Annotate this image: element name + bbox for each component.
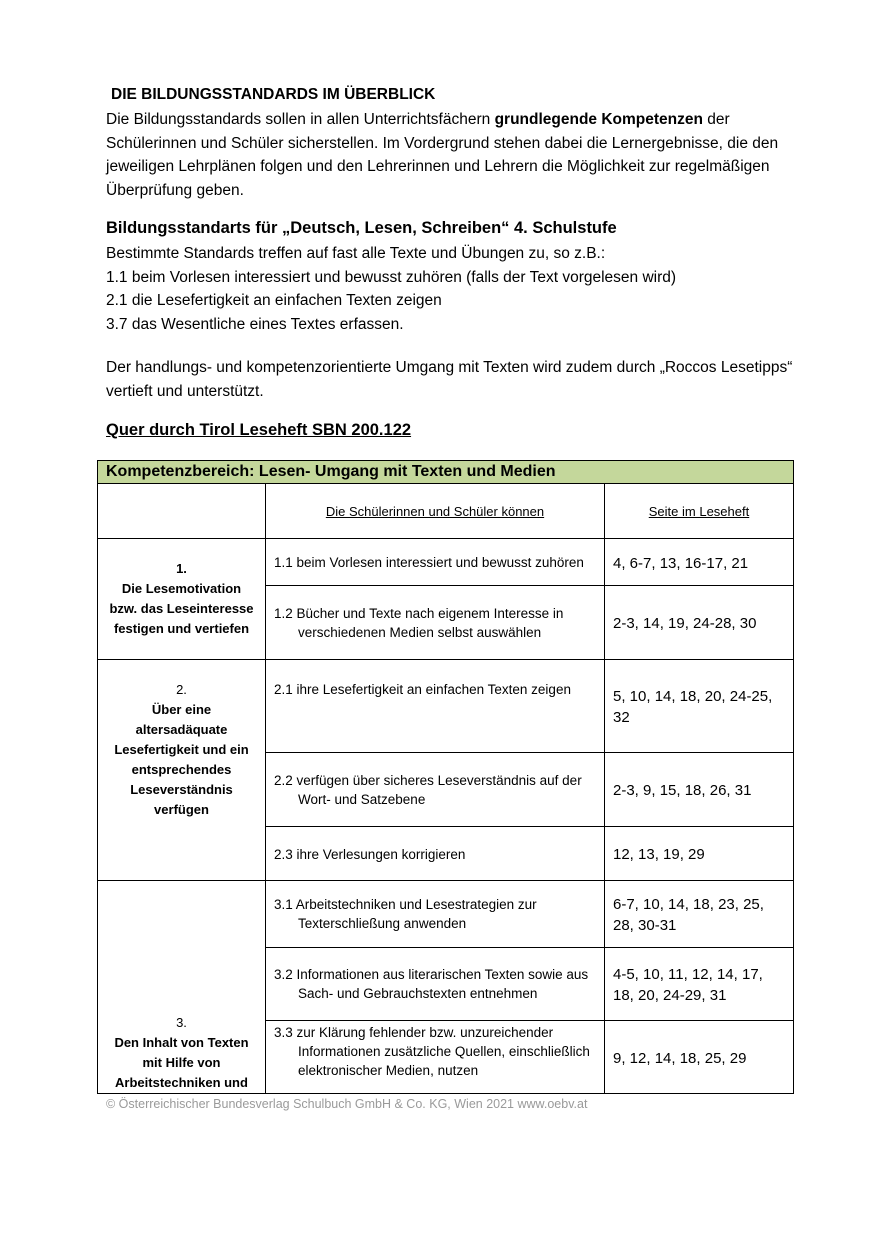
intro-text-2: der Schülerinnen und Schüler sicherstellen. Im Vordergrund stehen dabei die Lernergebnisse, die den jeweiligen Lehrplänen folgen und den Lehrerinnen und Lehrern die Möglichkeit zur regelmäßigen Überprüfung geben. — [106, 111, 779, 200]
table-row — [98, 539, 794, 586]
pages-cell: 4, 6-7, 13, 16-17, 21 — [605, 539, 794, 586]
skill-text: 2.3 ihre Verlesungen korrigieren — [274, 847, 466, 862]
pages-cell: 9, 12, 14, 18, 25, 29 — [605, 1021, 794, 1094]
standards-heading: Bildungsstandarts für „Deutsch, Lesen, Schreiben“ 4. Schulstufe — [106, 219, 617, 237]
lesetipps-paragraph: Der handlungs- und kompetenzorientierte Umgang mit Texten wird zudem durch „Roccos Lesetipps“ vertieft und unterstützt. — [106, 359, 793, 400]
skill-text: 3.1 Arbeitstechniken und Lesestrategien zur Texterschließung anwenden — [274, 897, 537, 931]
area-title: Den Inhalt von Texten mit Hilfe von Arbeitstechniken und — [114, 1035, 249, 1090]
area-title: Über eine altersadäquate Lesefertigkeit und ein entsprechendes Leseverständnis verfügen — [114, 702, 249, 817]
area-number: 1. — [176, 561, 187, 576]
skill-cell — [266, 948, 605, 1021]
intro-bold-text: grundlegende Kompetenzen — [494, 111, 703, 128]
pages-cell: 2-3, 14, 19, 24-28, 30 — [605, 586, 794, 660]
table-row — [98, 660, 794, 753]
skill-text: 2.2 verfügen über sicheres Leseverständnis auf der Wort- und Satzebene — [274, 772, 582, 807]
header-pages — [605, 484, 794, 539]
skill-cell — [266, 660, 605, 753]
pages-cell: 2-3, 9, 15, 18, 26, 31 — [605, 753, 794, 827]
skill-cell — [266, 881, 605, 948]
standard-item: 1.1 beim Vorlesen interessiert und bewusst zuhören (falls der Text vorgelesen wird) — [106, 268, 677, 286]
skill-cell — [266, 539, 605, 586]
skill-text: 1.1 beim Vorlesen interessiert und bewusst zuhören — [274, 554, 584, 570]
standard-item: 2.1 die Lesefertigkeit an einfachen Texten zeigen — [106, 292, 442, 309]
skill-cell — [266, 1021, 605, 1094]
standards-intro: Bestimmte Standards treffen auf fast alle Texte und Übungen zu, so z.B.: — [106, 245, 606, 262]
skill-cell — [266, 753, 605, 827]
page-heading-overview: DIE BILDUNGSSTANDARDS IM ÜBERBLICK — [111, 86, 436, 103]
skill-text: 3.3 zur Klärung fehlender bzw. unzureichender Informationen zusätzliche Quellen, einschließlich elektronischer Medien, nutzen — [274, 1025, 590, 1078]
standards-block — [106, 242, 806, 336]
area-title: Die Lesemotivation bzw. das Leseinteresse festigen und vertiefen — [109, 581, 254, 636]
copyright-footer: © Österreichischer Bundesverlag Schulbuch GmbH & Co. KG, Wien 2021 www.oebv.at — [106, 1097, 588, 1111]
area-cell-3 — [98, 881, 266, 1094]
table-header-row — [98, 484, 794, 539]
pages-cell: 6-7, 10, 14, 18, 23, 25, 28, 30-31 — [605, 881, 794, 948]
pages-cell: 4-5, 10, 11, 12, 14, 17, 18, 20, 24-29, 31 — [605, 948, 794, 1021]
header-skills-label: Die Schülerinnen und Schüler können — [325, 503, 545, 519]
area-number: 3. — [176, 1015, 187, 1030]
header-skills — [266, 484, 605, 539]
skill-cell — [266, 827, 605, 881]
table-title-row — [98, 461, 794, 484]
skill-cell — [266, 586, 605, 660]
table-title: Kompetenzbereich: Lesen- Umgang mit Texten und Medien — [98, 461, 794, 484]
area-cell-1 — [98, 539, 266, 660]
pages-cell: 12, 13, 19, 29 — [605, 827, 794, 881]
skill-text: 2.1 ihre Lesefertigkeit an einfachen Texten zeigen — [274, 682, 571, 697]
header-pages-label: Seite im Leseheft — [648, 503, 750, 519]
competence-table — [97, 460, 794, 1094]
pages-cell: 5, 10, 14, 18, 20, 24-25, 32 — [605, 660, 794, 753]
table-row — [98, 881, 794, 948]
standard-item: 3.7 das Wesentliche eines Textes erfassen. — [106, 315, 404, 333]
intro-text-1: Die Bildungsstandards sollen in allen Unterrichtsfächern — [106, 111, 495, 128]
header-empty-cell — [98, 484, 266, 539]
area-number: 2. — [176, 682, 187, 697]
skill-text: 3.2 Informationen aus literarischen Texten sowie aus Sach- und Gebrauchstexten entnehmen — [274, 967, 589, 1001]
area-cell-2 — [98, 660, 266, 881]
intro-paragraph — [106, 108, 796, 203]
skill-text: 1.2 Bücher und Texte nach eigenem Interesse in verschiedenen Medien selbst auswählen — [274, 605, 564, 640]
book-heading: Quer durch Tirol Leseheft SBN 200.122 — [106, 421, 412, 439]
